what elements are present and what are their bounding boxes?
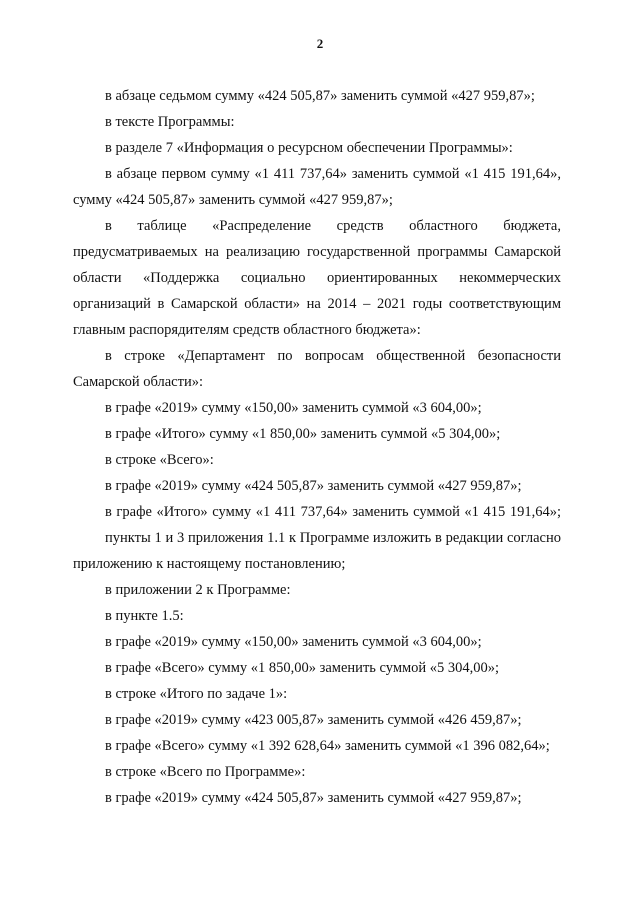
paragraph: в приложении 2 к Программе: [105, 582, 291, 598]
paragraph: в графе «Итого» сумму «1 850,00» заменить суммой «5 304,00»; [105, 426, 501, 442]
paragraph: в графе «2019» сумму «424 505,87» заменить суммой «427 959,87»; [105, 478, 522, 494]
paragraph: в графе «Всего» сумму «1 392 628,64» заменить суммой «1 396 082,64»; [105, 738, 550, 754]
paragraph: в абзаце первом сумму «1 411 737,64» заменить суммой «1 415 191,64», сумму «424 505,87» заменить суммой «427 959,87»; [73, 166, 561, 208]
paragraph: в таблице «Распределение средств областного бюджета, предусматриваемых на реализацию государственной программы Самарской области «Поддержка социально ориентированных некоммерческих организаций в Самарской области» на 2014 – 2021 годы соответствующим главным распорядителям средств областного бюджета»: [73, 218, 561, 338]
page-number: 2 [316, 36, 324, 51]
paragraph: в строке «Итого по задаче 1»: [105, 686, 288, 702]
paragraph: в графе «Всего» сумму «1 850,00» заменить суммой «5 304,00»; [105, 660, 500, 676]
paragraph: в разделе 7 «Информация о ресурсном обеспечении Программы»: [105, 140, 513, 156]
paragraph: в пункте 1.5: [105, 608, 184, 624]
paragraph: в строке «Всего по Программе»: [105, 764, 306, 780]
paragraph: в строке «Всего»: [105, 452, 214, 468]
paragraph: в строке «Департамент по вопросам общественной безопасности Самарской области»: [73, 348, 561, 390]
paragraph: в графе «2019» сумму «150,00» заменить суммой «3 604,00»; [105, 634, 482, 650]
paragraph: в графе «2019» сумму «150,00» заменить суммой «3 604,00»; [105, 400, 482, 416]
paragraph: в графе «2019» сумму «424 505,87» заменить суммой «427 959,87»; [105, 790, 522, 806]
paragraph: в графе «2019» сумму «423 005,87» заменить суммой «426 459,87»; [105, 712, 522, 728]
paragraph: в абзаце седьмом сумму «424 505,87» заменить суммой «427 959,87»; [105, 88, 535, 104]
paragraph: пункты 1 и 3 приложения 1.1 к Программе изложить в редакции согласно приложению к настоящему постановлению; [73, 530, 561, 572]
paragraph: в тексте Программы: [105, 114, 235, 130]
document-body [73, 83, 561, 811]
paragraph: в графе «Итого» сумму «1 411 737,64» заменить суммой «1 415 191,64»; [105, 504, 561, 520]
